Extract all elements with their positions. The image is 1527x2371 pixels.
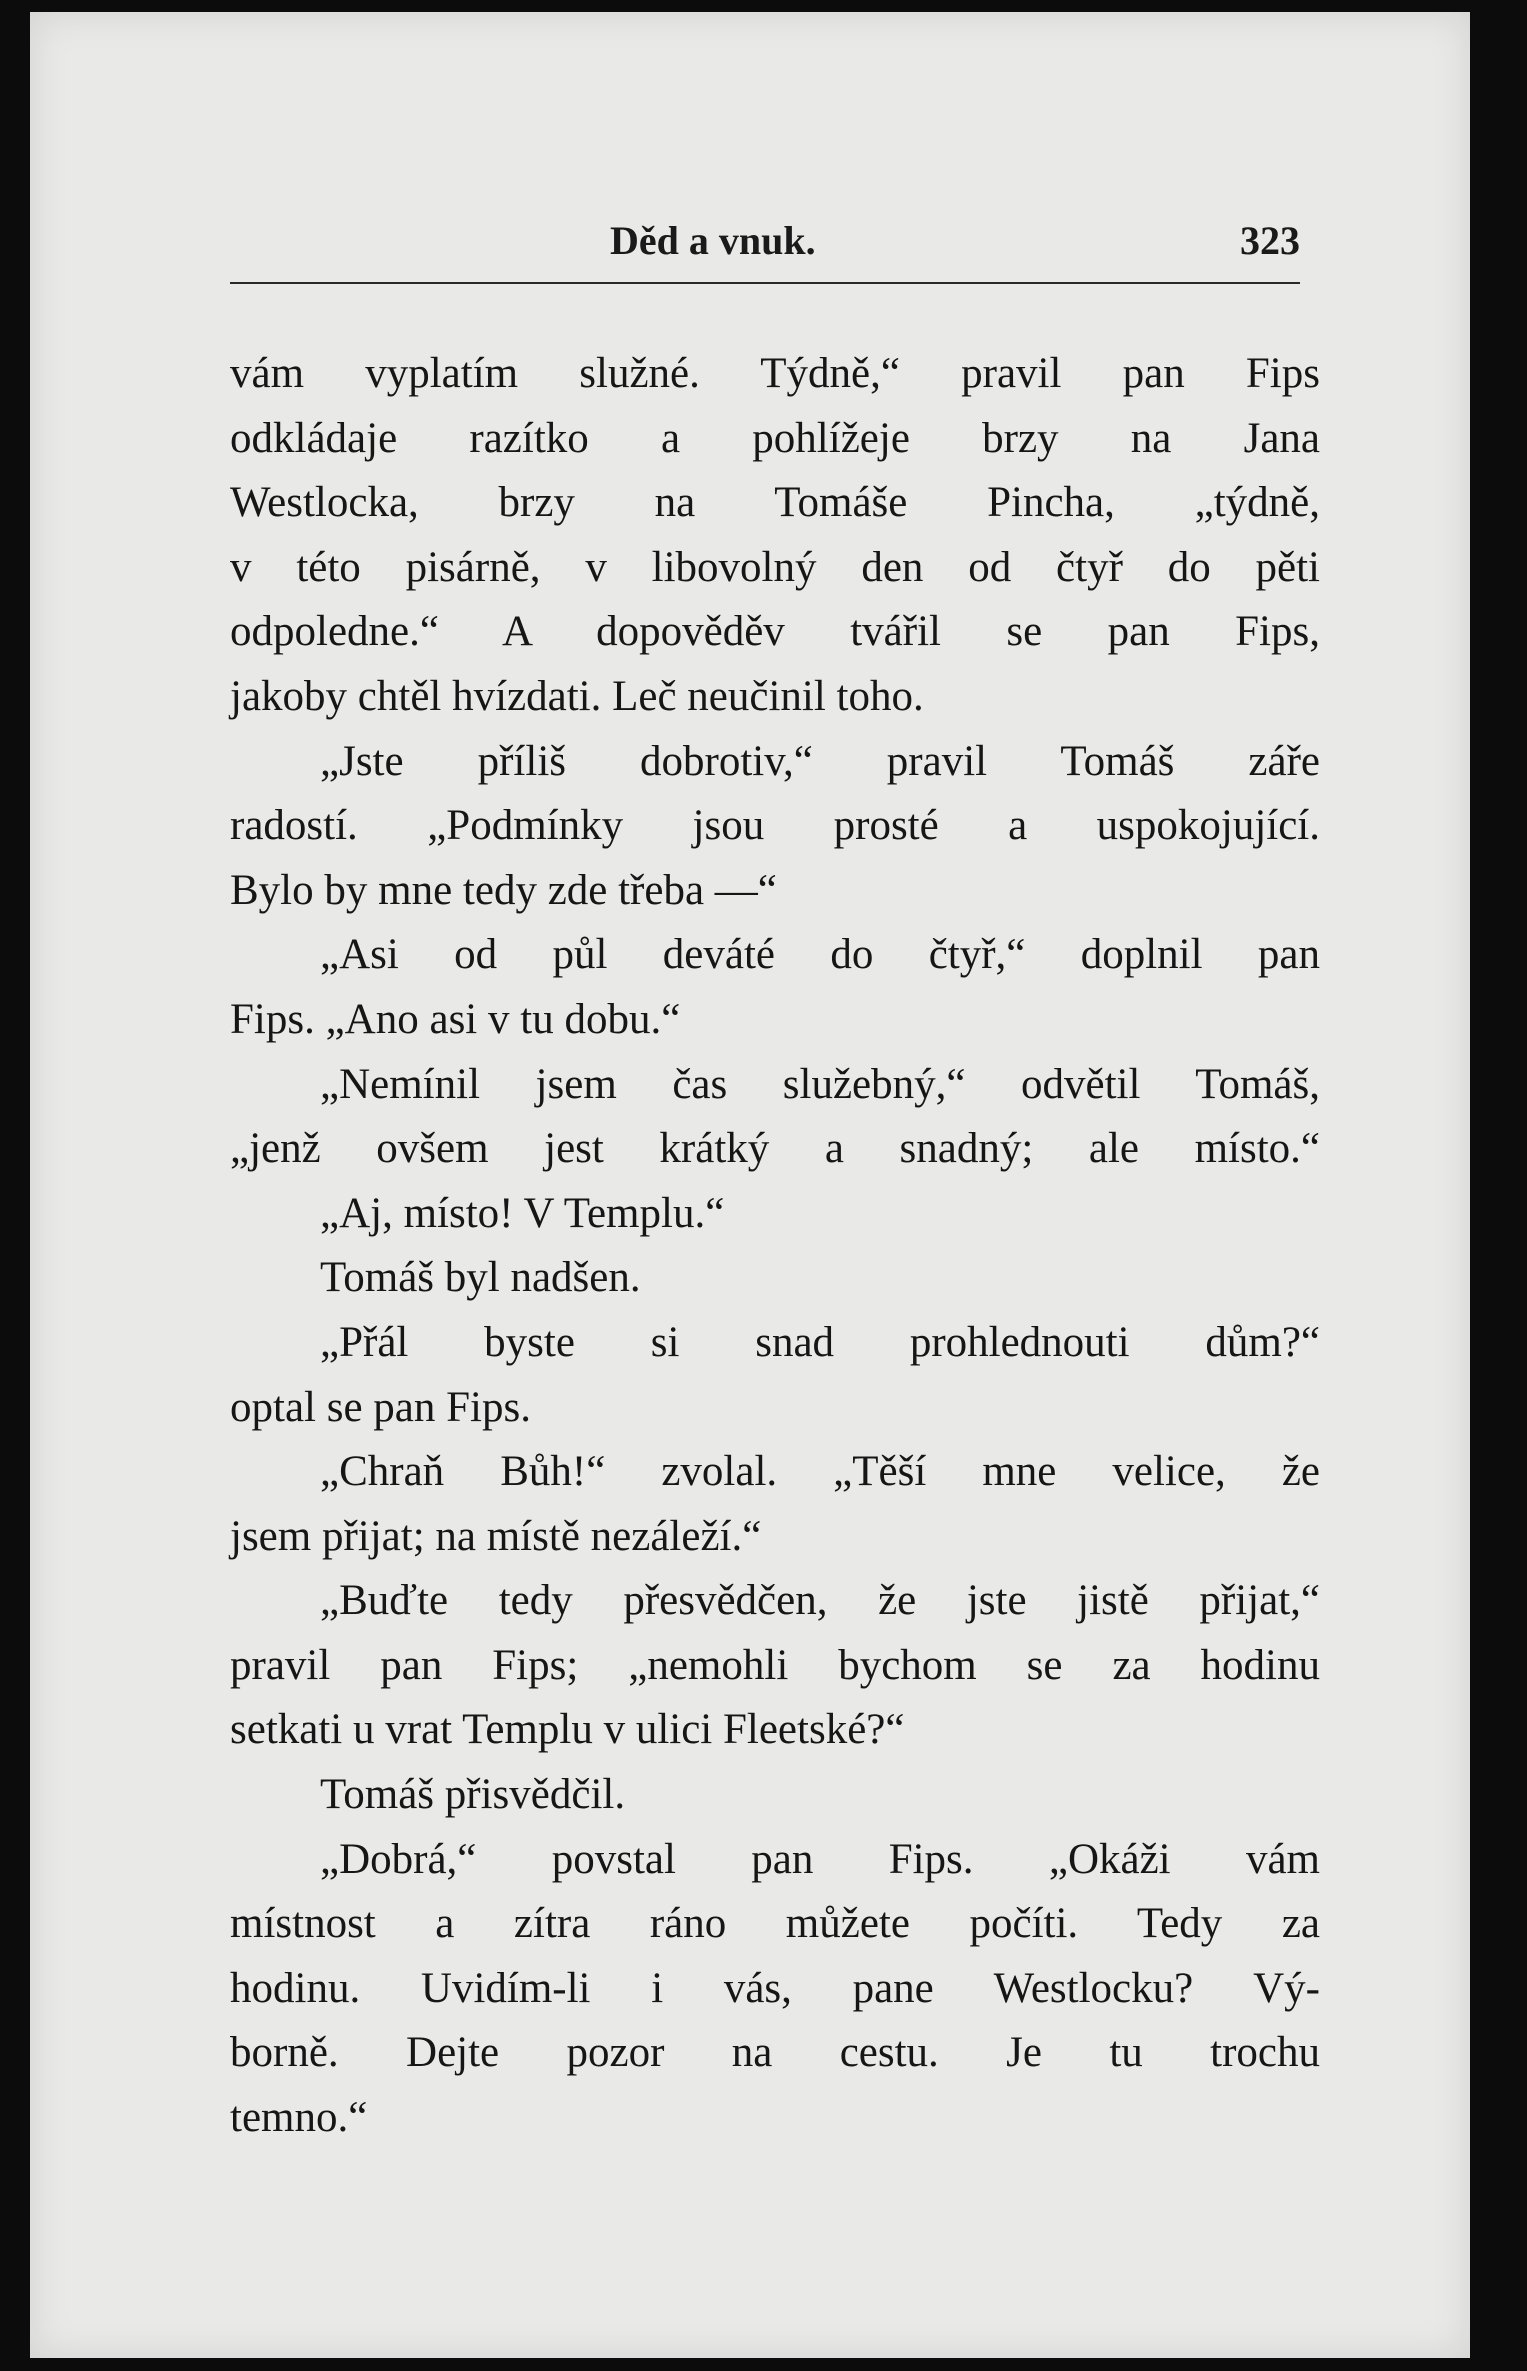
- text-line: „Aj, místo! V Templu.“: [320, 1189, 725, 1237]
- text-line: Westlocka, brzy na Tomáše Pincha, „týdně,: [230, 479, 1320, 527]
- text-line: setkati u vrat Templu v ulici Fleetské?“: [230, 1706, 905, 1754]
- text-line: „Nemínil jsem čas služebný,“ odvětil Tomáš,: [320, 1060, 1320, 1108]
- text-line: borně. Dejte pozor na cestu. Je tu trochu: [230, 2029, 1320, 2077]
- text-line: „Dobrá,“ povstal pan Fips. „Okáži vám: [320, 1835, 1320, 1883]
- text-line: odpoledne.“ A dopověděv tvářil se pan Fips,: [230, 608, 1320, 656]
- body-text: [230, 342, 1320, 2151]
- text-line: v této pisárně, v libovolný den od čtyř do pěti: [230, 543, 1320, 591]
- text-line: hodinu. Uvidím-li i vás, pane Westlocku? Vý-: [230, 1964, 1320, 2012]
- text-line: vám vyplatím služné. Týdně,“ pravil pan Fips: [230, 350, 1320, 397]
- text-line: „Jste příliš dobrotiv,“ pravil Tomáš záře: [320, 737, 1320, 785]
- text-line: místnost a zítra ráno můžete počíti. Tedy za: [230, 1900, 1320, 1948]
- text-line: odkládaje razítko a pohlížeje brzy na Jana: [230, 414, 1320, 462]
- text-line: „jenž ovšem jest krátký a snadný; ale místo.“: [230, 1125, 1320, 1173]
- running-title: Děd a vnuk.: [610, 218, 816, 263]
- text-line: Tomáš přisvědčil.: [320, 1771, 626, 1819]
- text-line: Tomáš byl nadšen.: [320, 1254, 641, 1302]
- header-rule: [230, 282, 1300, 284]
- text-line: jsem přijat; na místě nezáleží.“: [230, 1512, 762, 1560]
- text-line: „Buďte tedy přesvědčen, že jste jistě přijat,“: [320, 1577, 1320, 1625]
- text-line: „Přál byste si snad prohlednouti dům?“: [320, 1318, 1320, 1366]
- page-header: [230, 217, 1300, 267]
- book-page: [30, 12, 1470, 2358]
- text-line: optal se pan Fips.: [230, 1383, 531, 1431]
- text-line: „Chraň Bůh!“ zvolal. „Těší mne velice, že: [320, 1448, 1320, 1496]
- text-line: jakoby chtěl hvízdati. Leč neučinil toho.: [230, 672, 924, 720]
- text-line: temno.“: [230, 2094, 368, 2142]
- text-line: Fips. „Ano asi v tu dobu.“: [230, 995, 681, 1043]
- text-line: pravil pan Fips; „nemohli bychom se za hodinu: [230, 1641, 1320, 1689]
- text-line: radostí. „Podmínky jsou prosté a uspokojující.: [230, 802, 1320, 850]
- page-number: 323: [1240, 218, 1300, 263]
- text-line: „Asi od půl deváté do čtyř,“ doplnil pan: [320, 931, 1320, 979]
- text-line: Bylo by mne tedy zde třeba —“: [230, 866, 777, 914]
